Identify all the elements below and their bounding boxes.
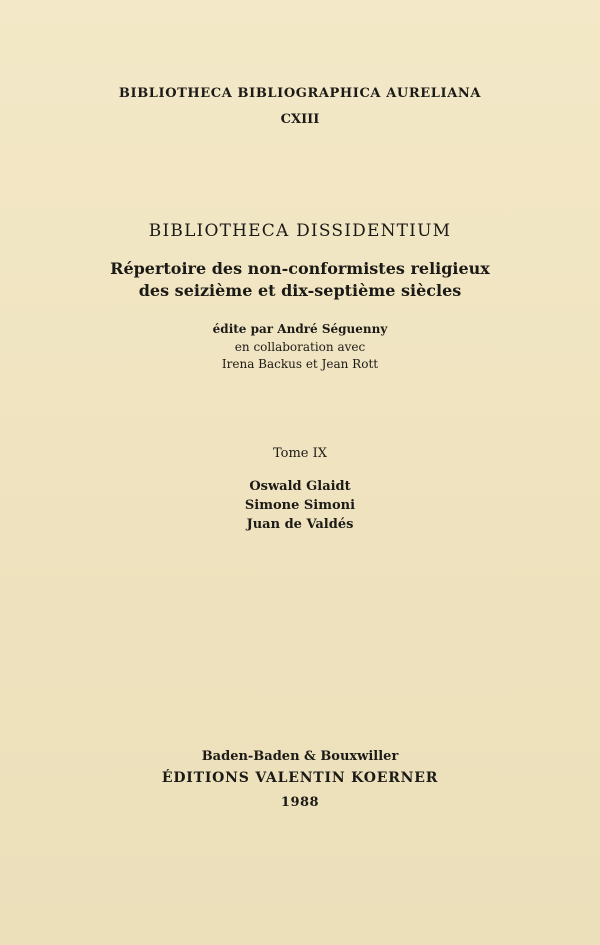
main-title: BIBLIOTHECA DISSIDENTIUM (148, 221, 452, 241)
subject-name: Juan de Valdés (246, 517, 354, 532)
publication-year: 1988 (280, 795, 320, 810)
editor-credit: édite par André Séguenny (212, 322, 388, 336)
subject-name: Oswald Glaidt (249, 479, 351, 494)
tome-number: Tome IX (272, 446, 328, 461)
subtitle-line-2: des seizième et dix-septième siècles (138, 281, 462, 300)
collaborators: Irena Backus et Jean Rott (221, 357, 379, 371)
publisher-name: ÉDITIONS VALENTIN KOERNER (161, 770, 439, 786)
publication-place: Baden-Baden & Bouxwiller (201, 749, 399, 764)
series-title: BIBLIOTHECA BIBLIOGRAPHICA AURELIANA (118, 86, 482, 101)
series-volume: CXIII (280, 112, 320, 127)
collaboration-note: en collaboration avec (234, 340, 366, 354)
subject-name: Simone Simoni (244, 498, 356, 513)
subtitle-line-1: Répertoire des non-conformistes religieux (110, 259, 490, 278)
